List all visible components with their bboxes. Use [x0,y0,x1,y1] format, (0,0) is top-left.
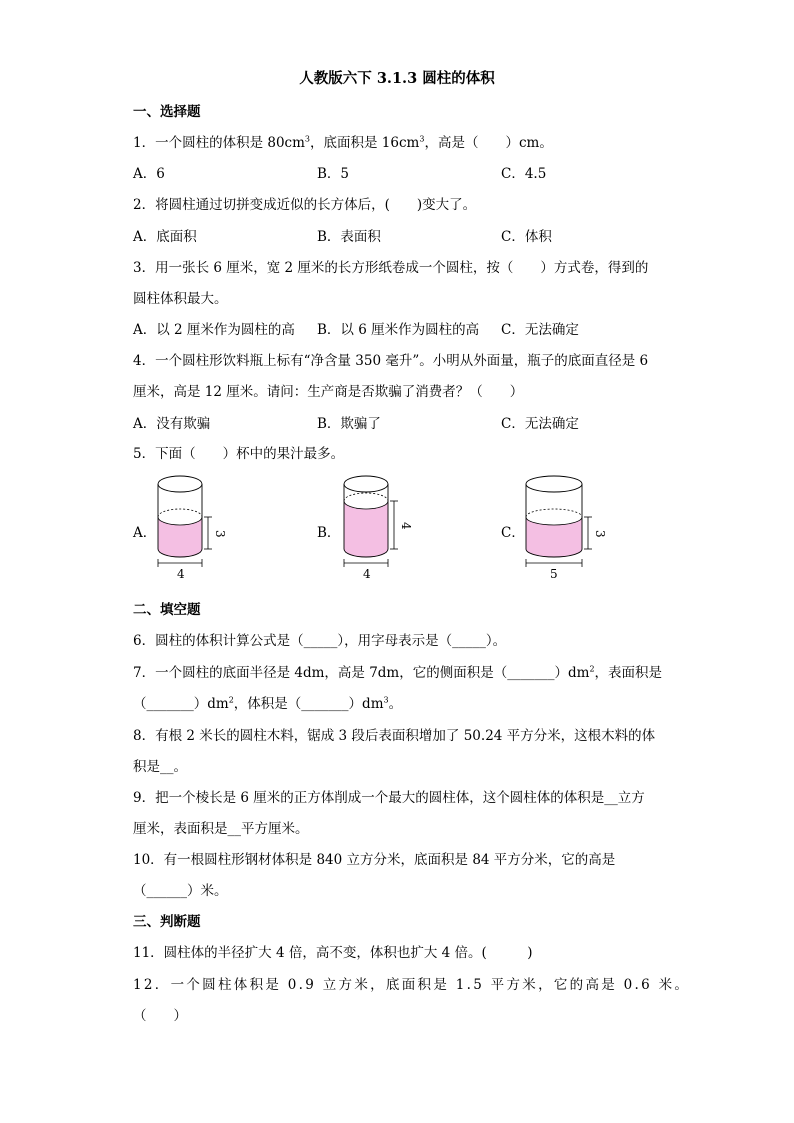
cup-a-figure [148,474,228,584]
q4-option-b: B．欺骗了 [317,416,381,432]
question-8-line-2: 积是__。 [133,759,187,775]
q3-option-c: C．无法确定 [501,322,579,338]
cup-c-width-label: 5 [550,567,558,581]
question-7-line-2: $(\_\_\_\_\_\_\_)dm^2$，体积是$(\_\_\_\_\_\_\_)dm^3$。 [133,695,403,712]
question-9-line-1: 9．把一个棱长是 6 厘米的正方体削成一个最大的圆柱体，这个圆柱体的体积是__立方 [133,790,645,806]
question-4-line-2: 厘米，高是 12 厘米。请问：生产商是否欺骗了消费者？（ ） [133,384,524,400]
cup-a-width-label: 4 [177,567,185,581]
section-heading-choice: 一、选择题 [133,104,201,120]
question-8-line-1: 8．有根 2 米长的圆柱木料，锯成 3 段后表面积增加了 50.24 平方分米，这根木料的体 [133,728,656,744]
question-3-line-2: 圆柱体积最大。 [133,291,228,307]
q2-option-b: B．表面积 [317,229,381,245]
question-10-line-2: （______）米。 [133,883,228,899]
q3-option-b: B．以 6 厘米作为圆柱的高 [317,322,480,338]
cup-c-figure [516,474,616,584]
cup-a-height-label: 3 [213,530,227,538]
q2-option-a: A．底面积 [133,229,197,245]
question-12-line-2: （ ） [133,1008,187,1024]
question-11: 11．圆柱体的半径扩大 4 倍，高不变，体积也扩大 4 倍。( ) [133,945,533,961]
cup-c-height-label: 3 [593,530,607,538]
page-title: 人教版六下 3.1.3 圆柱的体积 [299,70,495,87]
question-7-line-1: 7．一个圆柱的底面半径是 4dm，高是 7dm，它的侧面积是$(\_\_\_\_\_\_\_)dm^2$，表面积是 [133,664,663,681]
question-9-line-2: 厘米，表面积是__平方厘米。 [133,821,309,837]
q1-option-a: A．6 [133,166,165,182]
cup-b-height-label: 4 [399,522,413,530]
section-heading-fill: 二、填空题 [133,602,201,618]
q2-option-c: C．体积 [501,229,552,245]
question-5: 5．下面（ ）杯中的果汁最多。 [133,446,345,462]
question-12-line-1: 12．一个圆柱体积是 0.9 立方米，底面积是 1.5 平方米，它的高是 0.6 米。 [133,977,691,993]
q3-option-a: A．以 2 厘米作为圆柱的高 [133,322,295,338]
cup-b-label: B． [317,525,341,541]
cup-b-figure [334,474,414,584]
question-6: 6．圆柱的体积计算公式是（_____），用字母表示是（_____）。 [133,633,507,649]
q4-option-a: A．没有欺骗 [133,416,211,432]
cup-c-label: C． [501,525,525,541]
question-4-line-1: 4．一个圆柱形饮料瓶上标有“净含量 350 毫升”。小明从外面量，瓶子的底面直径是 6 [133,353,649,369]
cup-a-label: A． [133,525,157,541]
q1-option-b: B．5 [317,166,350,182]
section-heading-judge: 三、判断题 [133,914,201,930]
question-2: 2．将圆柱通过切拼变成近似的长方体后，( )变大了。 [133,197,477,213]
cup-b-width-label: 4 [363,567,371,581]
question-3-line-1: 3．用一张长 6 厘米，宽 2 厘米的长方形纸卷成一个圆柱，按（ ）方式卷，得到的 [133,260,649,276]
q4-option-c: C．无法确定 [501,416,579,432]
q1-option-c: C．4.5 [501,166,547,182]
question-1: 1．一个圆柱的体积是 $80cm^3$，底面积是 $16cm^3$，高是（ ）cm。 [133,134,553,151]
question-10-line-1: 10．有一根圆柱形钢材体积是 840 立方分米，底面积是 84 平方分米，它的高是 [133,852,616,868]
